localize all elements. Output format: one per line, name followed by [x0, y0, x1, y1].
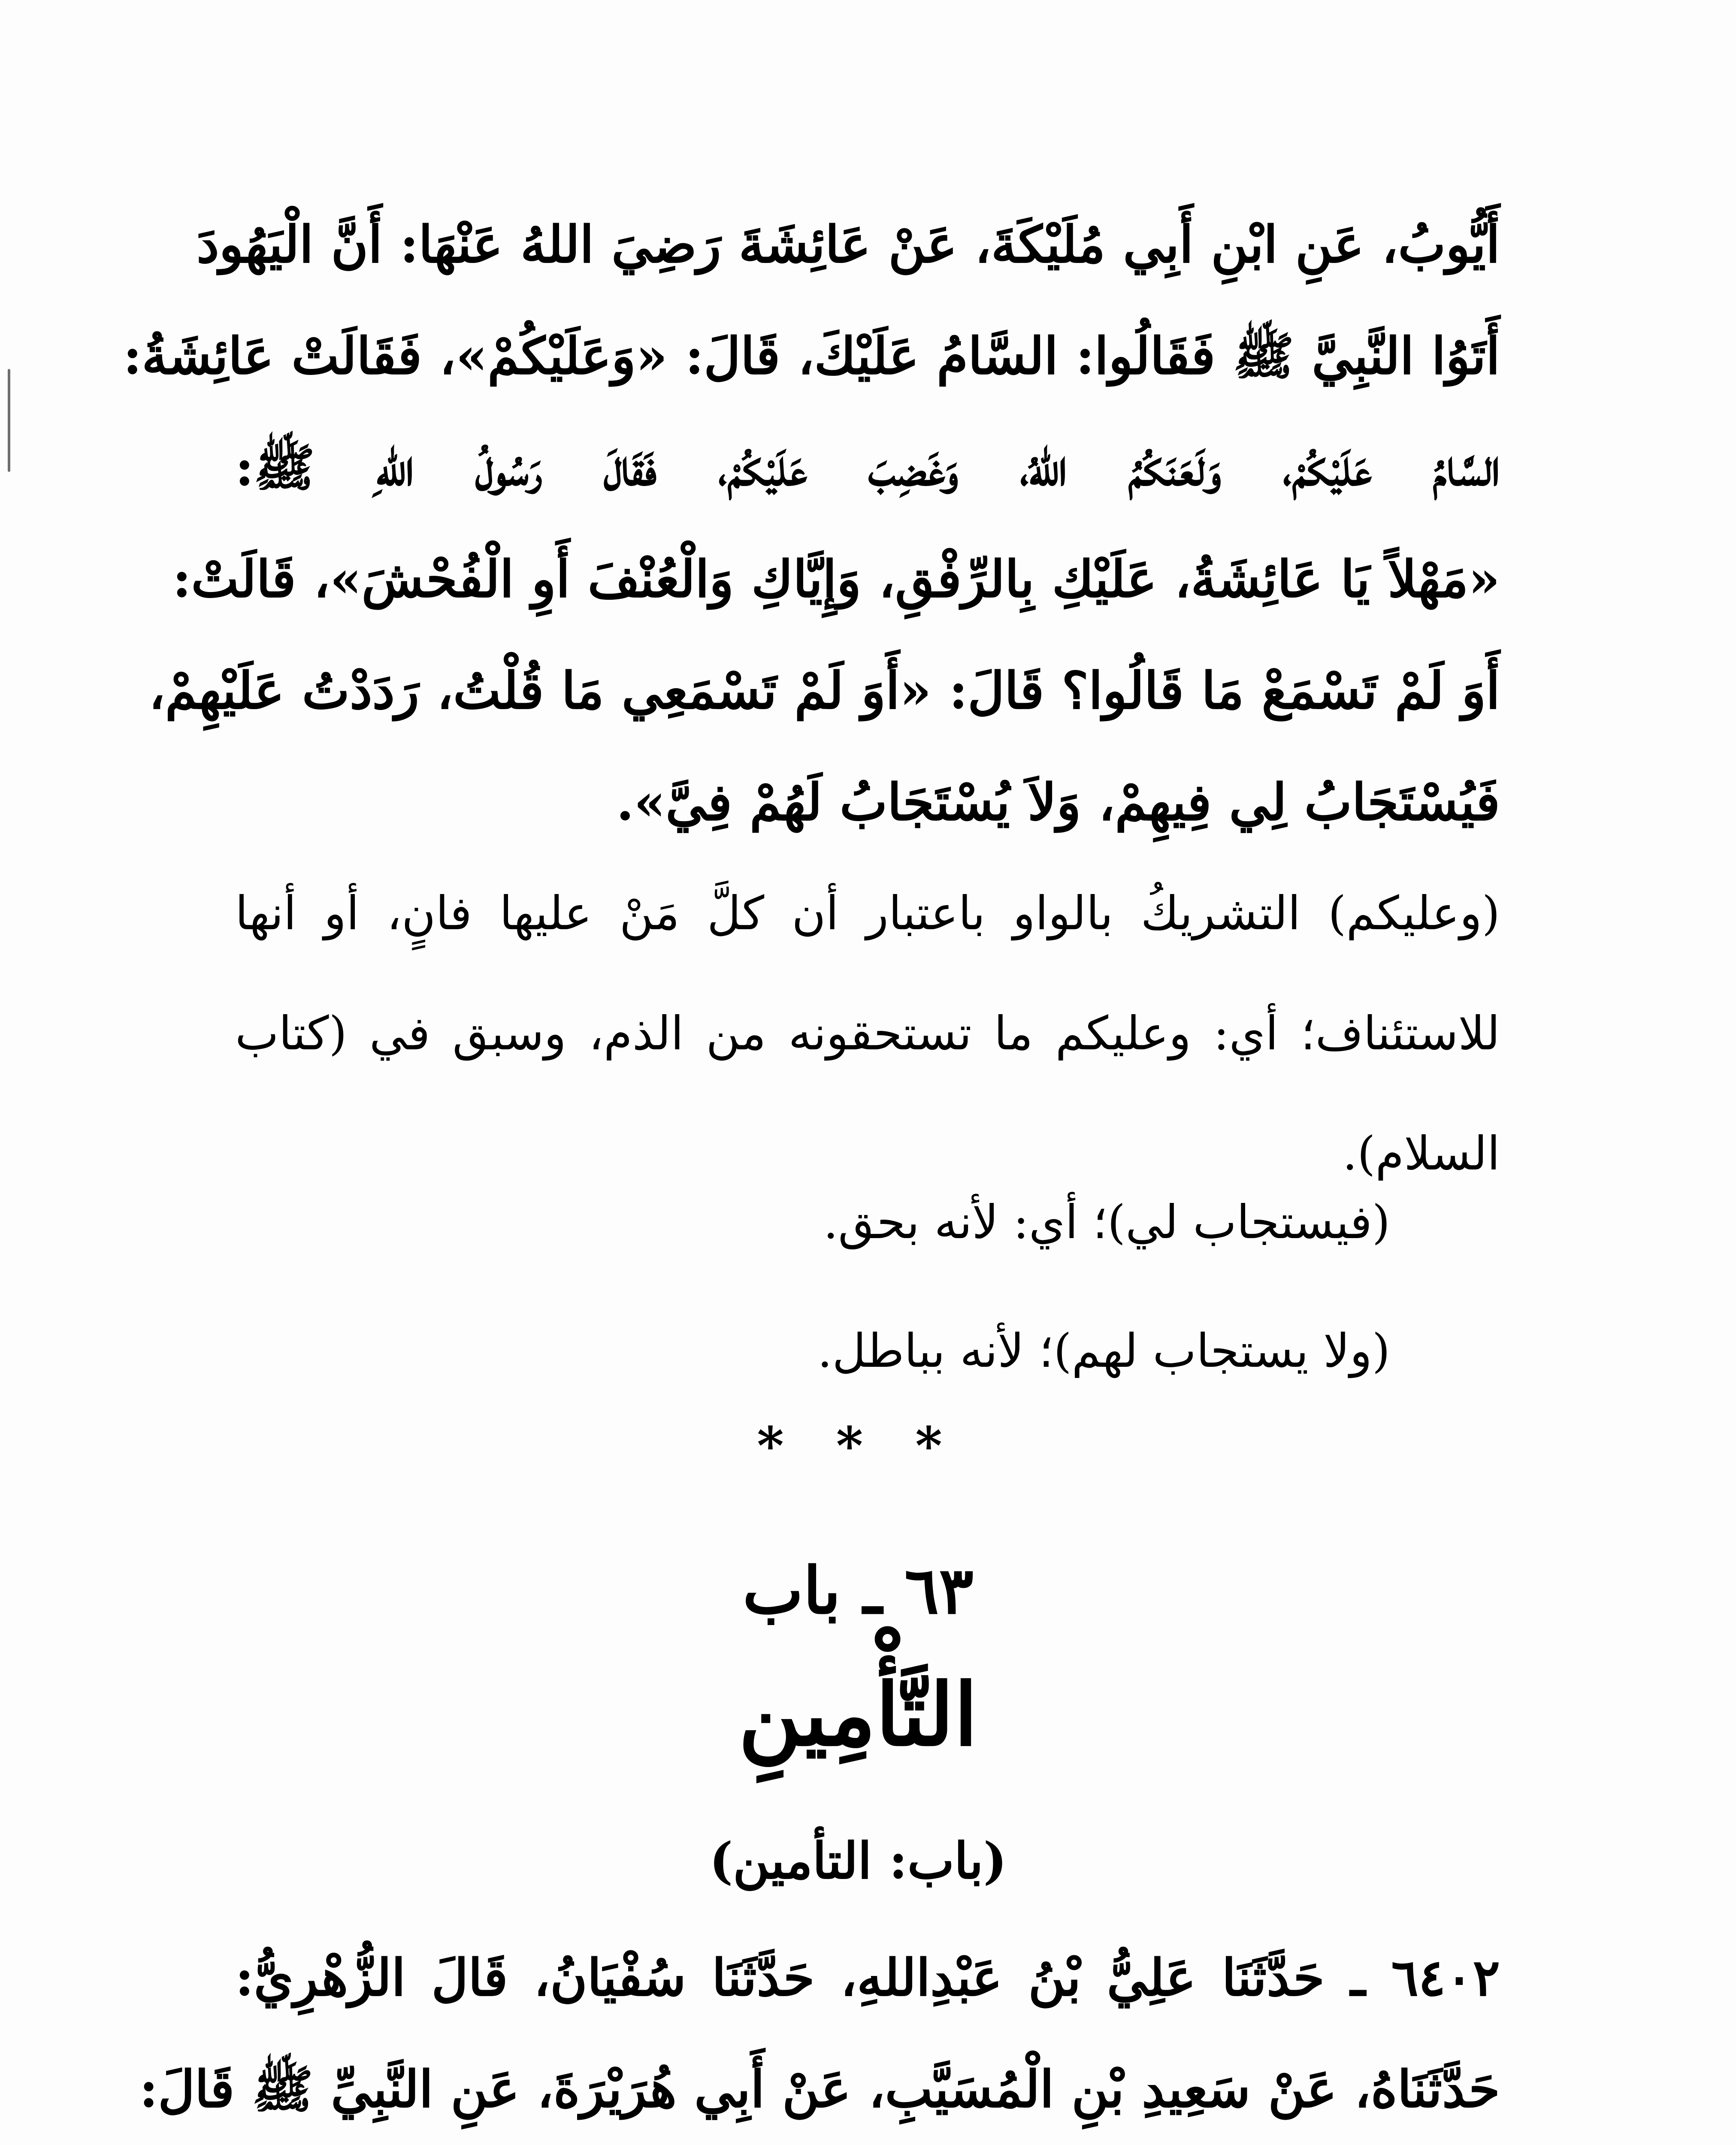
commentary-line: (وعليكم) التشريكُ بالواو باعتبار أن كلَّ مَنْ عليها فانٍ، أو أنها — [235, 887, 1500, 940]
page-edge-mark — [8, 369, 10, 472]
commentary-line: السلام). — [1342, 1127, 1500, 1181]
hadith-line: أَيُّوبُ، عَنِ ابْنِ أَبِي مُلَيْكَةَ، عَنْ عَائِشَةَ رَضِيَ اللهُ عَنْهَا: أَنَّ الْيَهُودَ — [197, 214, 1500, 274]
hadith-line: حَدَّثَنَاهُ، عَنْ سَعِيدِ بْنِ الْمُسَيَّبِ، عَنْ أَبِي هُرَيْرَةَ، عَنِ النَّبِيِّ ﷺ قَالَ: — [139, 2059, 1500, 2119]
hadith-line: «مَهْلاً يَا عَائِشَةُ، عَلَيْكِ بِالرِّفْقِ، وَإِيَّاكِ وَالْعُنْفَ أَوِ الْفُحْشَ»، قَالَتْ: — [172, 549, 1500, 609]
hadith-line: فَيُسْتَجَابُ لِي فِيهِمْ، وَلاَ يُسْتَجَابُ لَهُمْ فِيَّ». — [616, 772, 1500, 832]
hadith-text-top — [123, 189, 1500, 858]
commentary-notes — [729, 1158, 1390, 1416]
section-separator: * * * — [757, 1416, 959, 1476]
chapter-title: التَّأْمِينِ — [738, 1665, 978, 1765]
hadith-line: أَتَوُا النَّبِيَّ ﷺ فَقَالُوا: السَّامُ عَلَيْكَ، قَالَ: «وَعَلَيْكُمْ»، فَقَالَتْ عَائِشَةُ: — [123, 326, 1500, 386]
commentary-line: للاستئناف؛ أي: وعليكم ما تستحقونه من الذم، وسبق في (كتاب — [235, 1007, 1500, 1060]
hadith-text-bottom — [139, 1922, 1500, 2145]
chapter-subtitle: (باب: التأمين) — [709, 1832, 1007, 1890]
hadith-line: ٦٤٠٢ ـ حَدَّثَنَا عَلِيُّ بْنُ عَبْدِاللهِ، حَدَّثَنَا سُفْيَانُ، قَالَ الزُّهْرِيُّ: — [235, 1948, 1500, 2007]
commentary-note: (ولا يستجاب لهم)؛ لأنه بباطل. — [817, 1324, 1390, 1378]
chapter-number: ٦٣ ـ باب — [742, 1553, 974, 1628]
commentary-note: (فيستجاب لي)؛ أي: لأنه بحق. — [823, 1196, 1390, 1249]
hadith-line: أَوَ لَمْ تَسْمَعْ مَا قَالُوا؟ قَالَ: «أَوَ لَمْ تَسْمَعِي مَا قُلْتُ، رَدَدْتُ عَلَيْهِمْ، — [148, 661, 1500, 720]
hadith-line: السَّامُ عَلَيْكُمْ، وَلَعَنَكُمُ اللهُ، وَغَضِبَ عَلَيْكُمْ، فَقَالَ رَسُولُ اللهِ ﷺ: — [235, 438, 1500, 497]
